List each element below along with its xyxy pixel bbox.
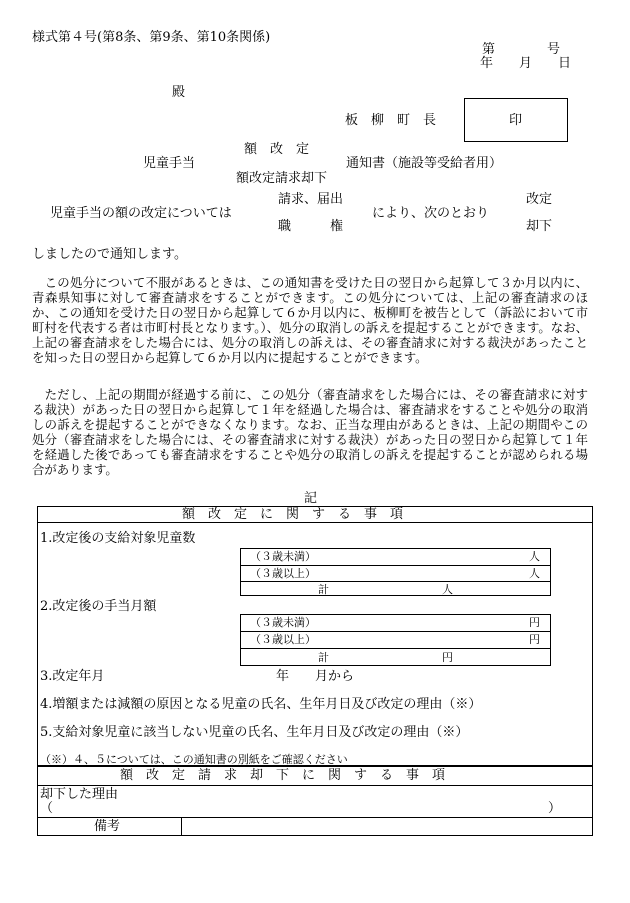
child-count-over3-label: （３歳以上） (250, 567, 316, 580)
section2-header-divider (37, 785, 593, 786)
seal-box (464, 98, 568, 142)
intro-closing: しましたので通知します。 (32, 247, 187, 262)
title-rejection: 額改定請求却下 (236, 171, 328, 186)
remarks-divider (37, 817, 593, 818)
item2-label: 2.改定後の手当月額 (40, 599, 157, 614)
section1-note: （※）４、５については、この通知書の別紙をご確認ください (40, 753, 348, 766)
item3-label: 3.改定年月 (40, 669, 105, 684)
title-prefix: 児童手当 (143, 156, 196, 171)
intro-middle: により、次のとおり (372, 206, 490, 221)
addressee-suffix: 殿 (172, 85, 186, 100)
rejection-reason-label: 却下した理由 (40, 787, 119, 802)
issuer-name: 板 柳 町 長 (345, 113, 437, 128)
intro-option-request: 請求、届出 (278, 192, 344, 207)
section2-header: 額 改 定 請 求 却 下 に 関 す る 事 項 (120, 768, 446, 783)
child-count-total-label: 計 (318, 583, 329, 596)
child-count-total-unit: 人 (442, 583, 453, 596)
child-count-under3-unit: 人 (529, 550, 540, 563)
child-count-divider-2 (240, 581, 551, 582)
remarks-label: 備考 (94, 819, 121, 834)
item3-value: 年 月から (276, 669, 355, 684)
item1-label: 1.改定後の支給対象児童数 (40, 531, 196, 546)
child-count-under3-label: （３歳未満） (250, 550, 316, 563)
monthly-amount-under3-unit: 円 (529, 616, 540, 629)
seal-mark: 印 (509, 113, 523, 128)
form-id: 様式第４号(第8条、第9条、第10条関係) (32, 30, 271, 45)
intro-option-revise: 改定 (526, 192, 553, 207)
rejection-reason-paren-close: ） (548, 801, 562, 816)
title-amount-revision: 額 改 定 (244, 142, 310, 157)
section1-header-divider (37, 522, 593, 523)
intro-option-reject: 却下 (526, 219, 553, 234)
rejection-reason-paren-open: （ (40, 801, 54, 816)
title-suffix: 通知書（施設等受給者用） (346, 156, 503, 171)
document-number-label: 第 号 (482, 42, 561, 57)
ki-heading: 記 (304, 491, 318, 506)
monthly-amount-over3-unit: 円 (529, 633, 540, 646)
monthly-amount-divider-1 (240, 631, 551, 632)
appeal-notice-paragraph-1: この処分について不服があるときは、この通知書を受けた日の翌日から起算して３か月以内に、青森県知事に対して審査請求をすることができます。この処分については、上記の審査請求のほか、この通知を受けた日の翌日から起算して６か月以内に、板柳町を被告として（訴訟において市町村を代表する者は市町村長となります。）、処分の取消しの訴えを提起することができます。なお、上記の審査請求をした場合には、処分の取消しの訴えは、その審査請求に対する裁決があったことを知った日の翌日から起算して６か月以内に提起することができます。 (32, 275, 588, 365)
monthly-amount-under3-label: （３歳未満） (250, 616, 316, 629)
appeal-notice-paragraph-2: ただし、上記の期間が経過する前に、この処分（審査請求をした場合には、その審査請求に対する裁決）があった日の翌日から起算して１年を経過した場合は、審査請求をすることや処分の取消しの訴えを提起することができなくなります。なお、正当な理由があるときは、上記の期間やこの処分（審査請求をした場合には、その審査請求に対する裁決）があった日の翌日から起算して１年を経過した後であっても審査請求をすることや処分の取消しの訴えを提起することが認められる場合があります。 (32, 387, 588, 477)
monthly-amount-over3-label: （３歳以上） (250, 633, 316, 646)
monthly-amount-total-label: 計 (318, 651, 329, 664)
intro-option-authority: 職 権 (278, 219, 344, 234)
date-label: 年 月 日 (480, 56, 572, 71)
intro-lead: 児童手当の額の改定については (50, 206, 232, 221)
item4-label: 4.増額または減額の原因となる児童の氏名、生年月日及び改定の理由（※） (40, 697, 482, 712)
remarks-column-divider (181, 817, 182, 836)
child-count-over3-unit: 人 (529, 567, 540, 580)
monthly-amount-total-unit: 円 (442, 651, 453, 664)
child-count-divider-1 (240, 565, 551, 566)
item5-label: 5.支給対象児童に該当しない児童の氏名、生年月日及び改定の理由（※） (40, 725, 469, 740)
section1-header: 額 改 定 に 関 す る 事 項 (182, 507, 404, 522)
monthly-amount-divider-2 (240, 648, 551, 649)
